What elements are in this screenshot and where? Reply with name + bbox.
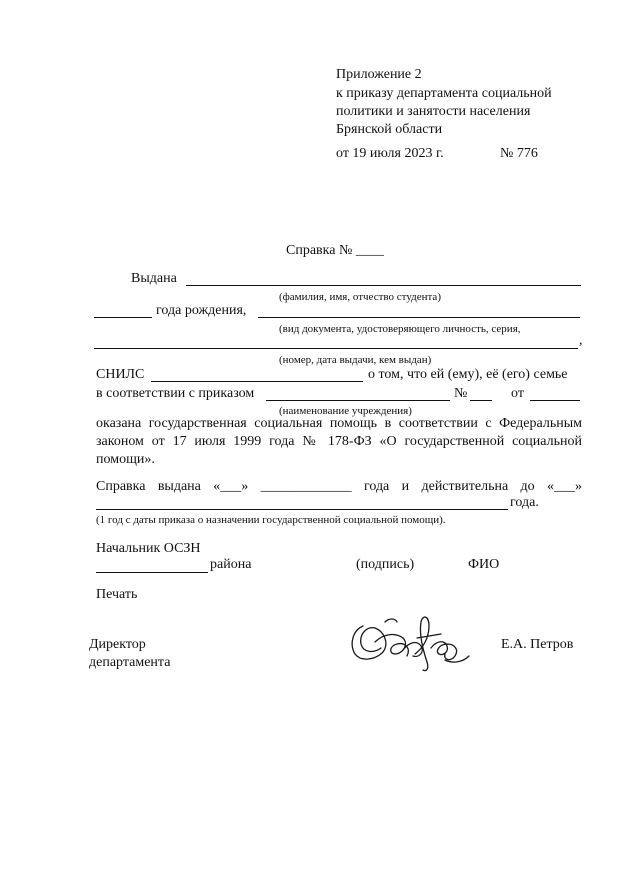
order-number-sign: № bbox=[454, 386, 468, 401]
header-line-4: Брянской области bbox=[336, 122, 443, 137]
assistance-text: оказана государственная социальная помощь в соответствии с Федеральным законом от 17 июля 1999 года № 178-ФЗ «О государственной социальной помощи». bbox=[96, 416, 582, 467]
order-date: от 19 июля 2023 г. bbox=[336, 146, 444, 161]
order-number-field-line bbox=[470, 400, 492, 401]
institution-field-line bbox=[266, 400, 450, 401]
birth-year-field-line bbox=[94, 317, 152, 318]
order-label: в соответствии с приказом bbox=[96, 386, 255, 401]
institution-hint: (наименование учреждения) bbox=[279, 405, 412, 417]
handwritten-signature bbox=[345, 604, 475, 676]
stamp-label: Печать bbox=[96, 587, 138, 602]
number-hint: (номер, дата выдачи, кем выдан) bbox=[279, 354, 432, 366]
director-name: Е.А. Петров bbox=[501, 637, 574, 652]
year-end-label: года. bbox=[510, 495, 539, 510]
head-title: Начальник ОСЗН bbox=[96, 541, 201, 556]
issued-to-label: Выдана bbox=[131, 271, 177, 286]
document-hint: (вид документа, удостоверяющего личность, серия, bbox=[279, 323, 521, 335]
snils-label: СНИЛС bbox=[96, 367, 145, 382]
order-date-field-line bbox=[530, 400, 580, 401]
document-details-line bbox=[94, 348, 578, 349]
validity-year-line bbox=[96, 509, 508, 510]
trailing-comma: , bbox=[579, 333, 583, 348]
header-line-2: к приказу департамента социальной bbox=[336, 86, 552, 101]
fio-label: ФИО bbox=[468, 557, 500, 572]
issued-validity-line: Справка выдана «___» _____________ года и действительна до «___» bbox=[96, 479, 582, 494]
fio-hint: (фамилия, имя, отчество студента) bbox=[279, 291, 441, 303]
period-hint: (1 год с даты приказа о назначении государственной социальной помощи). bbox=[96, 514, 446, 526]
header-line-1: Приложение 2 bbox=[336, 67, 422, 82]
district-label: района bbox=[210, 557, 252, 572]
certificate-title: Справка № ____ bbox=[286, 243, 384, 258]
director-title-line-1: Директор bbox=[89, 637, 146, 652]
about-text: о том, что ей (ему), её (его) семье bbox=[368, 367, 568, 382]
birth-year-label: года рождения, bbox=[156, 303, 247, 318]
snils-field-line bbox=[151, 381, 363, 382]
order-from-label: от bbox=[511, 386, 524, 401]
director-title-line-2: департамента bbox=[89, 655, 171, 670]
header-line-3: политики и занятости населения bbox=[336, 104, 531, 119]
order-number: № 776 bbox=[500, 146, 538, 161]
document-field-line bbox=[258, 317, 580, 318]
district-field-line bbox=[96, 572, 208, 573]
signature-hint: (подпись) bbox=[356, 557, 415, 572]
fio-field-line bbox=[186, 285, 581, 286]
